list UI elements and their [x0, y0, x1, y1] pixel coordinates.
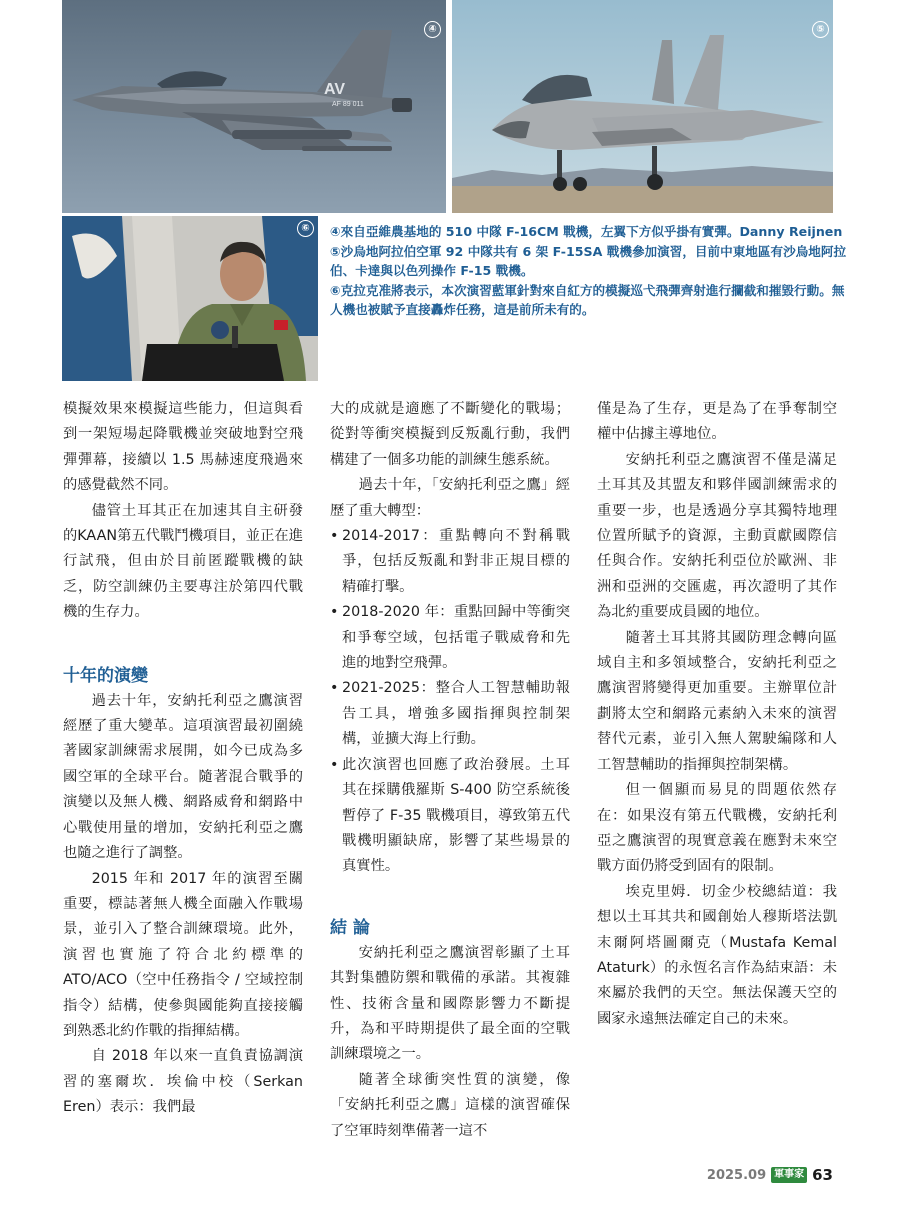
photo-number-badge: ⑥ — [297, 220, 314, 237]
paragraph: 僅是為了生存，更是為了在爭奪制空權中佔據主導地位。 — [597, 401, 837, 443]
list-item: • 2014-2017：重點轉向不對稱戰爭，包括反叛亂和對非正規目標的精確打擊。 — [330, 524, 570, 600]
paragraph: 埃克里姆．切金少校總結道：我想以土耳其共和國創始人穆斯塔法凱末爾阿塔圖爾克（Mustafa Kemal Ataturk）的永恆名言作為結束語：未來屬於我們的天空。無法保護天空的國家永遠無法確定自己的未來。 — [597, 883, 837, 1027]
photo-number-badge: ⑤ — [812, 21, 829, 38]
tail-code: AV — [324, 81, 346, 98]
paragraph: 大的成就是適應了不斷變化的戰場；從對等衝突模擬到反叛亂行動，我們構建了一個多功能的訓練生態系統。 — [330, 401, 570, 468]
photo-f15 — [452, 0, 833, 213]
article-column-3 — [597, 397, 837, 1032]
issue-date: 2025.09 — [706, 1167, 767, 1183]
list-item: • 此次演習也回應了政治發展。土耳其在採購俄羅斯 S-400 防空系統後暫停了 F-35 戰機項目，導致第五代戰機明顯缺席，影響了某些場景的真實性。 — [330, 753, 570, 880]
paragraph: 隨著全球衝突性質的演變，像「安納托利亞之鷹」這樣的演習確保了空軍時刻準備著一這不 — [330, 1071, 570, 1139]
paragraph: 2015 年和 2017 年的演習至關重要，標誌著無人機全面融入作戰場景，並引入了整合訓練環境。此外，演習也實施了符合北約標準的 ATO/ACO（空中任務指令 / 空域控制指令）結構，使參與國能夠直接接觸到熟悉北約作戰的指揮結構。 — [63, 870, 303, 1039]
paragraph: 安納托利亞之鷹演習不僅是滿足土耳其及其盟友和夥伴國訓練需求的重要一步，也是透過分享其獨特地理位置所賦予的資源，主動貢獻國際信任與合作。安納托利亞位於歐洲、非洲和亞洲的交匯處，再次證明了其作為北約重要成員國的地位。 — [597, 451, 837, 621]
list-item: • 2021-2025：整合人工智慧輔助報告工具，增強多國指揮與控制架構，並擴大海上行動。 — [330, 676, 570, 752]
paragraph: 安納托利亞之鷹演習彰顯了土耳其對集體防禦和戰備的承諾。其複雜性、技術含量和國際影響力不斷提升，為和平時期提供了最全面的空戰訓練環境之一。 — [330, 944, 570, 1063]
paragraph: 儘管土耳其正在加速其自主研發的KAAN第五代戰鬥機項目，並正在進行試飛，但由於目前匿蹤戰機的缺乏，防空訓練仍主要專注於第四代戰機的生存力。 — [63, 502, 303, 621]
caption-4: ④來自亞維農基地的 510 中隊 F-16CM 戰機，左翼下方似乎掛有實彈。Danny Reijnen — [330, 224, 843, 239]
page-footer — [707, 1164, 833, 1186]
article-column-1 — [63, 397, 303, 1121]
photo-officer — [62, 216, 318, 381]
list-item: • 2018-2020 年：重點回歸中等衝突和爭奪空域，包括電子戰威脅和先進的地對空飛彈。 — [330, 600, 570, 676]
magazine-logo: 軍事家 — [771, 1167, 807, 1183]
article-column-2 — [330, 397, 570, 1144]
page-number: 63 — [812, 1166, 833, 1184]
section-heading-conclusion: 結 論 — [330, 917, 370, 938]
photo-number-badge: ④ — [424, 21, 441, 38]
paragraph: 隨著土耳其將其國防理念轉向區域自主和多領域整合，安納托利亞之鷹演習將變得更加重要。主辦單位計劃將太空和網路元素納入未來的演習替代元素，並引入無人駕駛編隊和人工智慧輔助的指揮與控制架構。 — [597, 629, 837, 773]
paragraph: 過去十年，安納托利亞之鷹演習經歷了重大變革。這項演習最初圍繞著國家訓練需求展開，如今已成為多國空軍的全球平台。隨著混合戰爭的演變以及無人機、網路威脅和網路中心戰使用量的增加，安納托利亞之鷹也隨之進行了調整。 — [63, 692, 303, 862]
paragraph: 但一個顯而易見的問題依然存在：如果沒有第五代戰機，安納托利亞之鷹演習的現實意義在應對未來空戰方面仍將受到固有的限制。 — [597, 782, 837, 875]
timeline-list — [330, 524, 570, 880]
paragraph: 過去十年，「安納托利亞之鷹」經歷了重大轉型： — [330, 477, 570, 519]
section-heading-decade: 十年的演變 — [63, 665, 148, 686]
tail-serial: AF 89 011 — [332, 101, 364, 108]
paragraph: 模擬效果來模擬這些能力，但這與看到一架短場起降戰機並突破地對空飛彈彈幕，接續以 1.5 馬赫速度飛過來的感覺截然不同。 — [63, 401, 303, 494]
paragraph: 自 2018 年以來一直負責協調演習的塞爾坎．埃倫中校（Serkan Eren）表示：我們最 — [63, 1048, 303, 1116]
caption-6: ⑥克拉克准將表示，本次演習藍軍針對來自紅方的模擬巡弋飛彈齊射進行攔截和摧毀行動。無人機也被賦予直接轟炸任務，這是前所未有的。 — [330, 282, 845, 317]
photo-captions — [330, 222, 850, 320]
photo-f16 — [62, 0, 446, 213]
caption-5: ⑤沙烏地阿拉伯空軍 92 中隊共有 6 架 F-15SA 戰機參加演習，目前中東地區有沙烏地阿拉伯、卡達與以色列操作 F-15 戰機。 — [330, 243, 847, 278]
